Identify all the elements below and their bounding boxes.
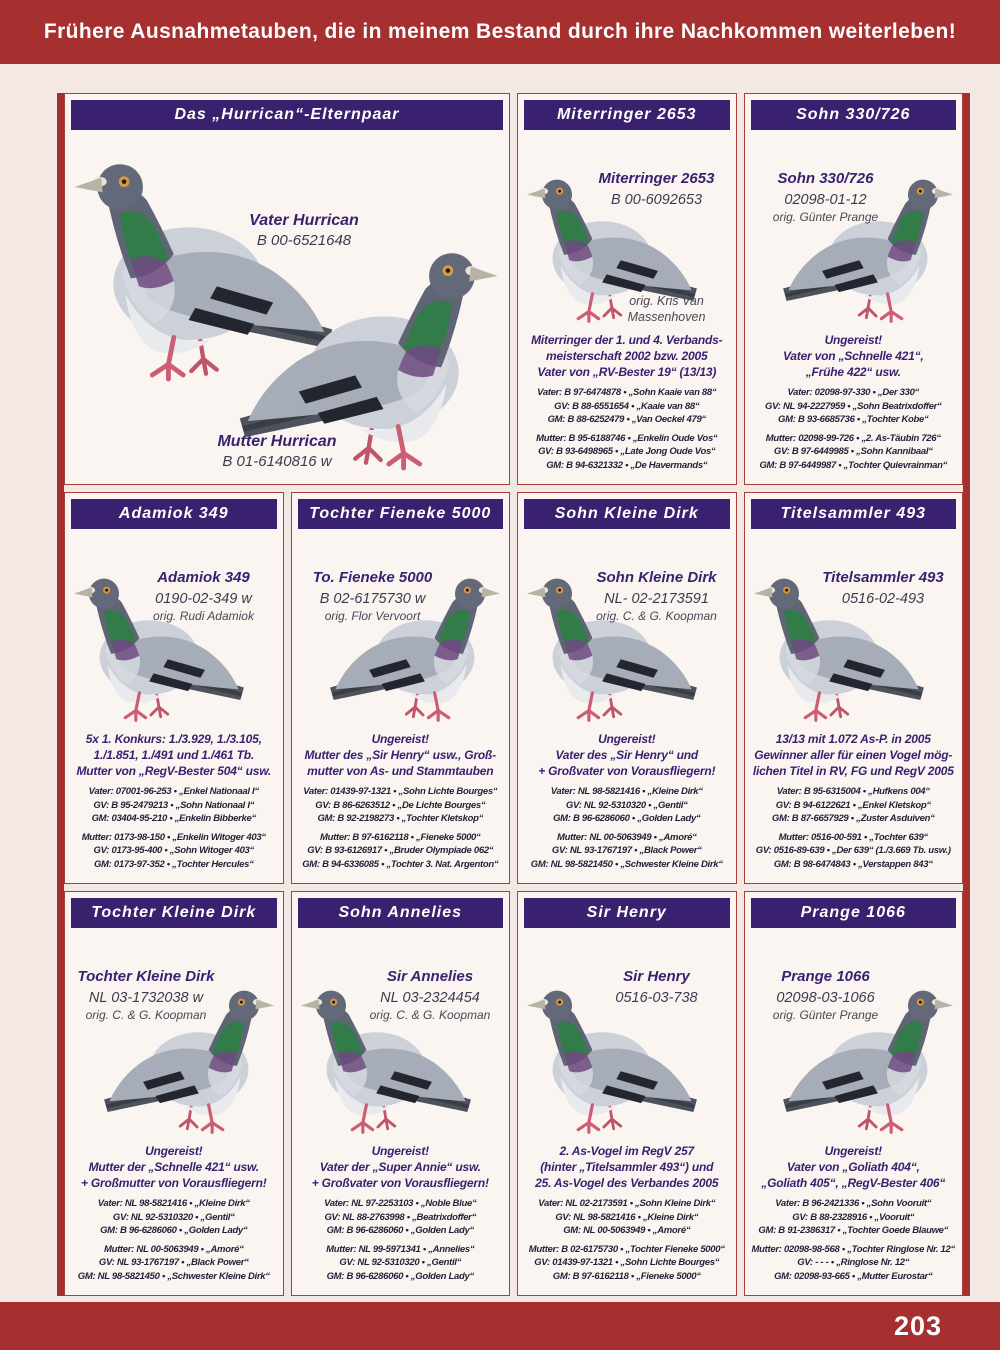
pigeon-card bbox=[291, 891, 511, 1296]
text-line: Vater: B 95-6315004 • „Hufkens 004“ bbox=[776, 786, 930, 798]
pigeon-name-block bbox=[582, 968, 730, 1007]
text-line: mutter von As- und Stammtauben bbox=[307, 763, 494, 778]
pigeon-photo-area bbox=[71, 932, 277, 1142]
text-line: Ungereist! bbox=[824, 1144, 882, 1159]
text-line: Mutter des „Sir Henry“ usw., Groß- bbox=[304, 748, 496, 763]
text-line: GM: B 93-6685736 • „Tochter Kobe“ bbox=[778, 413, 929, 425]
ring-number: B 02-6175730 w bbox=[319, 590, 426, 607]
pigeon-name-block bbox=[582, 170, 730, 209]
text-line: GM: NL 98-5821450 • „Schwester Kleine Dirk“ bbox=[77, 1270, 270, 1282]
text-line: Vater: 07001-96-253 • „Enkel Nationaal I“ bbox=[88, 786, 259, 798]
card-title: Das „Hurrican“-Elternpaar bbox=[71, 100, 503, 130]
text-line: GM: B 96-6286060 • „Golden Lady“ bbox=[100, 1224, 248, 1236]
text-line: Gewinner aller für einen Vogel mög- bbox=[754, 748, 953, 763]
text-line: + Großmutter von Vorausfliegern! bbox=[80, 1175, 267, 1190]
text-line: Miterringer der 1. und 4. Verbands- bbox=[531, 333, 723, 348]
achievement-text bbox=[751, 333, 957, 383]
banner-text: Frühere Ausnahmetauben, die in meinem Bestand durch ihre Nachkommen weiterleben! bbox=[43, 20, 957, 43]
pigeon-card bbox=[744, 891, 964, 1296]
text-line: Mutter: 02098-99-726 • „2. As-Täubin 726“ bbox=[765, 433, 941, 445]
footer-bar bbox=[0, 1302, 1000, 1350]
ring-number: 0516-03-738 bbox=[615, 989, 698, 1006]
pedigree bbox=[71, 1197, 277, 1289]
sire-pedigree bbox=[751, 1197, 957, 1237]
pigeon-photo-area bbox=[298, 533, 504, 730]
text-line: Vater: B 96-2421336 • „Sohn Vooruit“ bbox=[775, 1198, 932, 1210]
origin-label: orig. C. & G. Koopman bbox=[596, 608, 717, 623]
text-line: GV: 0173-95-400 • „Sohn Witoger 403“ bbox=[93, 845, 254, 857]
pedigree bbox=[298, 785, 504, 877]
text-line: Vater des „Sir Henry“ und bbox=[555, 748, 699, 763]
achievement-text bbox=[524, 1144, 730, 1194]
pedigree bbox=[71, 785, 277, 877]
sire-pedigree bbox=[524, 785, 730, 825]
pigeon-card bbox=[291, 492, 511, 884]
text-line: GV: B 94-6122621 • „Enkel Kletskop“ bbox=[775, 799, 931, 811]
pigeon-card bbox=[744, 492, 964, 884]
origin-label: orig. Günter Prange bbox=[772, 1007, 879, 1022]
pigeon-card bbox=[517, 93, 737, 485]
pigeon-card bbox=[517, 492, 737, 884]
text-line: Mutter der „Schnelle 421“ usw. bbox=[88, 1160, 259, 1175]
text-line: Ungereist! bbox=[371, 732, 429, 747]
text-line: GM: B 94-6321332 • „De Havermands“ bbox=[546, 459, 708, 471]
origin-label: orig. Rudi Adamiok bbox=[153, 608, 254, 623]
text-line: Vater: NL 98-5821416 • „Kleine Dirk“ bbox=[550, 786, 703, 798]
pigeon-name: Miterringer 2653 bbox=[598, 170, 715, 187]
pigeon-name-block bbox=[751, 968, 901, 1023]
text-line: Mutter: B 02-6175730 • „Tochter Fieneke 5000“ bbox=[528, 1244, 725, 1256]
dam-pedigree bbox=[524, 432, 730, 472]
text-line: GV: NL 88-2763998 • „Beatrixdoffer“ bbox=[324, 1211, 477, 1223]
text-line: Mutter: NL 99-5971341 • „Annelies“ bbox=[326, 1244, 475, 1256]
card-title: Tochter Fieneke 5000 bbox=[298, 499, 504, 529]
ring-number: NL 03-1732038 w bbox=[88, 989, 204, 1006]
dam-pedigree bbox=[71, 831, 277, 871]
card-title: Sohn Kleine Dirk bbox=[524, 499, 730, 529]
text-line: GM: B 96-6286060 • „Golden Lady“ bbox=[326, 1270, 474, 1282]
ring-number: 02098-01-12 bbox=[784, 191, 867, 208]
text-line: Vater: NL 97-2253103 • „Noble Blue“ bbox=[324, 1198, 477, 1210]
text-line: GV: B 97-6449985 • „Sohn Kannibaal“ bbox=[773, 446, 933, 458]
dam-pedigree bbox=[524, 831, 730, 871]
text-line: 13/13 mit 1.072 As-P. in 2005 bbox=[775, 732, 931, 747]
pigeon-card bbox=[64, 891, 284, 1296]
text-line: GV: NL 93-1767197 • „Black Power“ bbox=[551, 845, 702, 857]
text-line: Vater: NL 98-5821416 • „Kleine Dirk“ bbox=[97, 1198, 250, 1210]
text-line: Vater von „Goliath 404“, bbox=[786, 1160, 920, 1175]
dam-pedigree bbox=[751, 831, 957, 871]
text-line: GV: B 88-2328916 • „Vooruit“ bbox=[792, 1211, 915, 1223]
text-line: 25. As-Vogel des Verbandes 2005 bbox=[535, 1175, 719, 1190]
text-line: „Goliath 405“, „RegV-Bester 406“ bbox=[761, 1175, 946, 1190]
text-line: GM: 03404-95-210 • „Enkelin Bibberke“ bbox=[91, 812, 256, 824]
pedigree bbox=[524, 386, 730, 478]
card-title: Adamiok 349 bbox=[71, 499, 277, 529]
sire-pedigree bbox=[298, 785, 504, 825]
text-line: GM: B 91-2386317 • „Tochter Goede Blauwe“ bbox=[758, 1224, 949, 1236]
sire-pedigree bbox=[298, 1197, 504, 1237]
pigeon-card bbox=[64, 93, 510, 485]
pigeon-name: Titelsammler 493 bbox=[822, 569, 944, 586]
achievement-text bbox=[524, 333, 730, 383]
pigeon-name: Sir Annelies bbox=[386, 968, 474, 985]
pigeon-photo-area bbox=[751, 533, 957, 730]
text-line: GM: NL 98-5821450 • „Schwester Kleine Dirk“ bbox=[530, 858, 723, 870]
text-line: GM: B 98-6474843 • „Verstappen 843“ bbox=[773, 858, 933, 870]
text-line: „Frühe 422“ usw. bbox=[805, 364, 901, 379]
pigeon-photo-area bbox=[751, 932, 957, 1142]
pigeon-name-block bbox=[751, 170, 901, 225]
pigeon-card bbox=[64, 492, 284, 884]
text-line: 5x 1. Konkurs: 1./3.929, 1./3.105, bbox=[85, 732, 262, 747]
text-line: Vater von „Schnelle 421“, bbox=[782, 349, 924, 364]
text-line: GM: B 97-6162118 • „Fieneke 5000“ bbox=[552, 1270, 701, 1282]
pedigree bbox=[524, 1197, 730, 1289]
text-line: Vater: 01439-97-1321 • „Sohn Lichte Bourges“ bbox=[303, 786, 498, 798]
pigeon-name: Mutter Hurrican bbox=[217, 433, 337, 450]
text-line: Mutter von „RegV-Bester 504“ usw. bbox=[76, 763, 272, 778]
card-title: Titelsammler 493 bbox=[751, 499, 957, 529]
pedigree bbox=[751, 1197, 957, 1289]
pigeon-name-block bbox=[71, 968, 221, 1023]
text-line: GV: NL 98-5821416 • „Kleine Dirk“ bbox=[555, 1211, 699, 1223]
text-line: Mutter: NL 00-5063949 • „Amoré“ bbox=[103, 1244, 244, 1256]
sire-pedigree bbox=[524, 386, 730, 426]
text-line: 2. As-Vogel im RegV 257 bbox=[559, 1144, 695, 1159]
text-line: Vater: NL 02-2173591 • „Sohn Kleine Dirk“ bbox=[538, 1198, 716, 1210]
page-number: 203 bbox=[893, 1310, 942, 1341]
dam-pedigree bbox=[751, 1243, 957, 1283]
pigeon-photo-area bbox=[751, 134, 957, 331]
pedigree bbox=[751, 785, 957, 877]
sire-pedigree bbox=[751, 785, 957, 825]
card-title: Miterringer 2653 bbox=[524, 100, 730, 130]
pigeon-name: Sohn 330/726 bbox=[777, 170, 874, 187]
text-line: GM: NL 00-5063949 • „Amoré“ bbox=[563, 1224, 691, 1236]
origin-label: orig. Flor Vervoort bbox=[324, 608, 421, 623]
text-line: Mutter: NL 00-5063949 • „Amoré“ bbox=[556, 832, 697, 844]
page-banner bbox=[0, 0, 1000, 64]
sire-pedigree bbox=[71, 785, 277, 825]
achievement-text bbox=[71, 732, 277, 782]
dam-pedigree bbox=[298, 1243, 504, 1283]
card-title: Sohn 330/726 bbox=[751, 100, 957, 130]
text-line: Vater: 02098-97-330 • „Der 330“ bbox=[787, 387, 919, 399]
pedigree bbox=[751, 386, 957, 478]
text-line: 1./1.851, 1./491 und 1./461 Tb. bbox=[93, 748, 255, 763]
pigeon-name-block bbox=[808, 569, 956, 608]
text-line: Mutter: 0173-98-150 • „Enkelin Witoger 403“ bbox=[81, 832, 266, 844]
pigeon-name: To. Fieneke 5000 bbox=[312, 569, 433, 586]
text-line: GV: NL 92-5310320 • „Gentil“ bbox=[112, 1211, 235, 1223]
text-line: GV: B 95-2479213 • „Sohn Nationaal I“ bbox=[93, 799, 255, 811]
pigeon-name-block bbox=[298, 569, 448, 624]
text-line: Ungereist! bbox=[598, 732, 656, 747]
text-line: GV: B 93-6498965 • „Late Jong Oude Vos“ bbox=[538, 446, 716, 458]
card-title: Prange 1066 bbox=[751, 898, 957, 928]
pigeon-name-block bbox=[355, 968, 503, 1023]
text-line: GV: - - - • „Ringlose Nr. 12“ bbox=[797, 1257, 910, 1269]
text-line: GM: B 92-2198273 • „Tochter Kletskop“ bbox=[317, 812, 484, 824]
text-line: GV: NL 92-5310320 • „Gentil“ bbox=[339, 1257, 462, 1269]
text-line: Mutter: 02098-98-568 • „Tochter Ringlose Nr. 12“ bbox=[751, 1244, 955, 1256]
pigeon-photo-area bbox=[524, 932, 730, 1142]
text-line: Ungereist! bbox=[371, 1144, 429, 1159]
text-line: Ungereist! bbox=[824, 333, 882, 348]
pigeon-name-block bbox=[582, 569, 730, 624]
pigeon-photo-area bbox=[71, 134, 503, 478]
ring-number: NL- 02-2173591 bbox=[604, 590, 709, 607]
text-line: (hinter „Titelsammler 493“) und bbox=[540, 1160, 714, 1175]
ring-number: B 00-6521648 bbox=[256, 232, 352, 249]
text-line: Vater der „Super Annie“ usw. bbox=[319, 1160, 481, 1175]
ring-number: NL 03-2324454 bbox=[380, 989, 480, 1006]
dam-pedigree bbox=[751, 432, 957, 472]
text-line: GV: B 86-6263512 • „De Lichte Bourges“ bbox=[315, 799, 486, 811]
text-line: lichen Titel in RV, FG und RegV 2005 bbox=[752, 763, 954, 778]
ring-number: 0190-02-349 w bbox=[155, 590, 252, 607]
pigeon-photo-area bbox=[71, 533, 277, 730]
sire-pedigree bbox=[71, 1197, 277, 1237]
text-line: meisterschaft 2002 bzw. 2005 bbox=[546, 349, 708, 364]
dam-name-block bbox=[167, 433, 387, 470]
origin-label: orig. C. & G. Koopman bbox=[369, 1007, 491, 1022]
ring-number: B 00-6092653 bbox=[610, 191, 703, 208]
text-line: GV: B 93-6126917 • „Bruder Olympiade 062“ bbox=[307, 845, 494, 857]
text-line: GM: 0173-97-352 • „Tochter Hercules“ bbox=[93, 858, 254, 870]
text-line: GV: 01439-97-1321 • „Sohn Lichte Bourges“ bbox=[534, 1257, 720, 1269]
pigeon-card bbox=[517, 891, 737, 1296]
pigeon-card bbox=[744, 93, 964, 485]
text-line: GM: 02098-93-665 • „Mutter Eurostar“ bbox=[774, 1270, 933, 1282]
achievement-text bbox=[298, 732, 504, 782]
pedigree bbox=[298, 1197, 504, 1289]
pigeon-name: Sir Henry bbox=[623, 968, 690, 985]
ring-number: 02098-03-1066 bbox=[776, 989, 875, 1006]
text-line: Vater: B 97-6474878 • „Sohn Kaaie van 88“ bbox=[537, 387, 717, 399]
text-line: GM: B 96-6286060 • „Golden Lady“ bbox=[326, 1224, 474, 1236]
text-line: + Großvater von Vorausfliegern! bbox=[311, 1175, 489, 1190]
achievement-text bbox=[751, 1144, 957, 1194]
text-line: + Großvater von Vorausfliegern! bbox=[538, 763, 716, 778]
text-line: GV: B 88-6551654 • „Kaaie van 88“ bbox=[554, 400, 700, 412]
pigeon-photo-area bbox=[524, 134, 730, 331]
pigeon-photo-area bbox=[298, 932, 504, 1142]
text-line: GM: B 94-6336085 • „Tochter 3. Nat. Argenton“ bbox=[302, 858, 499, 870]
text-line: Ungereist! bbox=[145, 1144, 203, 1159]
card-grid bbox=[57, 93, 970, 1296]
text-line: GV: NL 94-2227959 • „Sohn Beatrixdoffer“ bbox=[765, 400, 942, 412]
achievement-text bbox=[751, 732, 957, 782]
achievement-text bbox=[524, 732, 730, 782]
text-line: GM: B 97-6449987 • „Tochter Quievrainman“ bbox=[759, 459, 948, 471]
dam-pedigree bbox=[71, 1243, 277, 1283]
origin-label: orig. Günter Prange bbox=[772, 209, 879, 224]
achievement-text bbox=[298, 1144, 504, 1194]
pigeon-name: Prange 1066 bbox=[781, 968, 870, 985]
pigeon-name: Vater Hurrican bbox=[249, 212, 359, 229]
ring-number: 0516-02-493 bbox=[841, 590, 925, 607]
text-line: GM: B 96-6286060 • „Golden Lady“ bbox=[553, 812, 701, 824]
card-title: Tochter Kleine Dirk bbox=[71, 898, 277, 928]
text-line: GM: B 88-6252479 • „Van Oeckel 479“ bbox=[547, 413, 706, 425]
pigeon-photo-area bbox=[524, 533, 730, 730]
text-line: GM: B 87-6657929 • „Zuster Asduiven“ bbox=[771, 812, 935, 824]
text-line: GV: 0516-89-639 • „Der 639“ (1./3.669 Tb. usw.) bbox=[755, 845, 951, 857]
sire-pedigree bbox=[751, 386, 957, 426]
text-line: Mutter: B 97-6162118 • „Fieneke 5000“ bbox=[320, 832, 481, 844]
pigeon-name: Sohn Kleine Dirk bbox=[596, 569, 717, 586]
pedigree bbox=[524, 785, 730, 877]
sire-name-block bbox=[199, 212, 409, 249]
card-title: Sohn Annelies bbox=[298, 898, 504, 928]
achievement-text bbox=[71, 1144, 277, 1194]
origin-label: orig. Kris Van Massenhoven bbox=[627, 293, 706, 324]
pigeon-name: Adamiok 349 bbox=[157, 569, 250, 586]
text-line: Vater von „RV-Bester 19“ (13/13) bbox=[537, 364, 717, 379]
text-line: Mutter: B 95-6188746 • „Enkelin Oude Vos“ bbox=[536, 433, 718, 445]
text-line: GV: NL 93-1767197 • „Black Power“ bbox=[98, 1257, 249, 1269]
pigeon-name: Tochter Kleine Dirk bbox=[77, 968, 215, 985]
card-title: Sir Henry bbox=[524, 898, 730, 928]
pigeon-name-block bbox=[129, 569, 277, 624]
dam-pedigree bbox=[524, 1243, 730, 1283]
dam-pedigree bbox=[298, 831, 504, 871]
text-line: Mutter: 0516-00-591 • „Tochter 639“ bbox=[778, 832, 928, 844]
sire-pedigree bbox=[524, 1197, 730, 1237]
text-line: GV: NL 92-5310320 • „Gentil“ bbox=[565, 799, 688, 811]
origin-label: orig. C. & G. Koopman bbox=[85, 1007, 207, 1022]
ring-number: B 01-6140816 w bbox=[222, 453, 332, 470]
